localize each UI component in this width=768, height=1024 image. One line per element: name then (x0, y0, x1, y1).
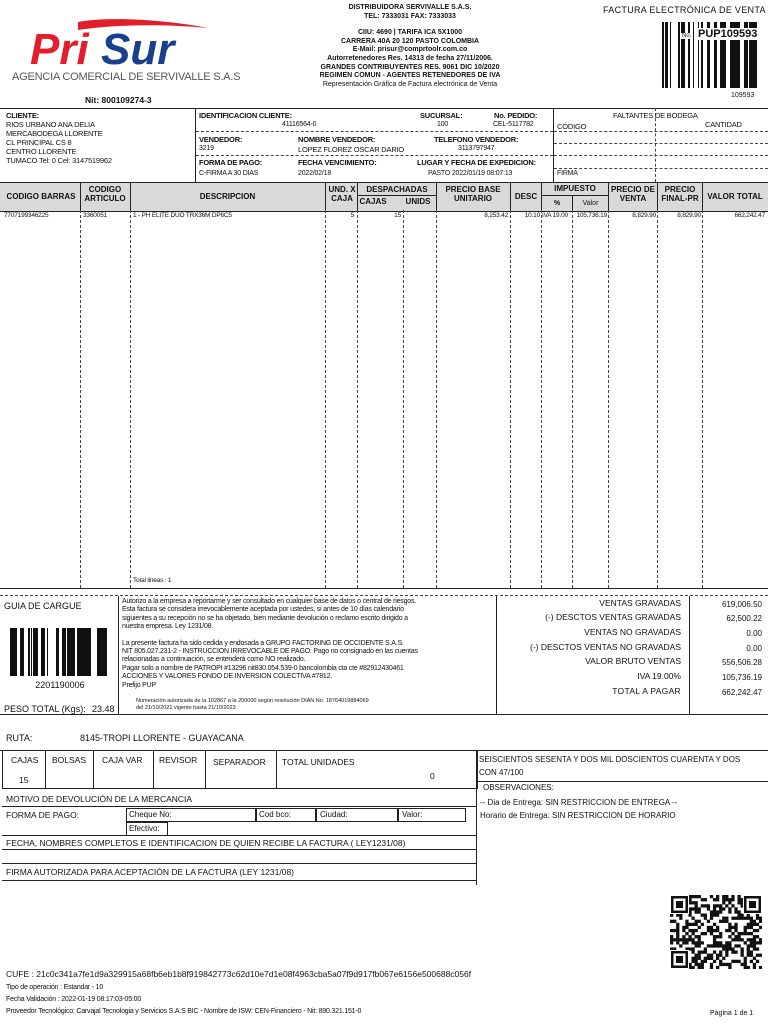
header-line: REGIMEN COMUN - AGENTES RETENEDORES DE IVA (319, 72, 501, 80)
vencimiento-label: FECHA VENCIMIENTO: (298, 158, 377, 167)
legal-line: Autorizo a la empresa a reportarme y ser consultado en cualquier base de datos o central de riesgos. (122, 598, 417, 605)
legal-line (122, 632, 494, 640)
row-barcode: 7707199346225 (4, 212, 49, 219)
valor-label: Valor: (402, 810, 423, 819)
company-subtitle: AGENCIA COMERCIAL DE SERVIVALLE S.A.S (12, 71, 241, 83)
resolution-line: Numeración autorizada de la 102867 a la 200000 según resolución DIAN No. 18764019884069 (136, 698, 369, 704)
total-value: 619,006.50 (721, 600, 762, 609)
client-line: TUMACO Tel: 0 Cel: 3147519962 (6, 156, 112, 165)
th-precio-venta: PRECIO DE VENTA (610, 185, 655, 203)
page-number: Página 1 de 1 (710, 1010, 754, 1017)
header-line: TEL: 7333031 FAX: 7333033 (364, 12, 456, 20)
divider (554, 155, 768, 156)
divider (196, 155, 553, 156)
client-id-label: IDENTIFICACION CLIENTE: (199, 111, 292, 120)
efectivo-label: Efectivo: (129, 824, 160, 833)
total-unidades-label: TOTAL UNIDADES (282, 757, 355, 767)
proveedor-tecnologico: Proveedor Tecnológico: Carvajal Tecnologia y Servicios S.A.S BIC - Nombre de ISW: CEN-Financiero - Nit: 890.321.151-0 (6, 1008, 362, 1015)
legal-line: Esta factura se considera irrevocablemente aceptada por ustedes, si antes de 10 días calendario (122, 606, 404, 614)
guia-barcode (10, 628, 110, 676)
svg-text:Sur: Sur (101, 25, 175, 74)
legal-line: Prefijo PUP (122, 681, 156, 689)
total-value: 662,242.47 (721, 688, 762, 697)
header-line (290, 21, 530, 29)
client-line: CL PRINCIPAL CS 8 (6, 138, 72, 147)
guia-barcode-number: 2201190006 (35, 680, 85, 690)
header-line: Autorretenedores Res. 14313 de fecha 27/11/2006. (327, 54, 493, 62)
total-label: VALOR BRUTO VENTAS (585, 656, 681, 666)
fecha-validacion: Fecha Validación : 2022-01-19 08:17:03-05:00 (6, 996, 142, 1003)
tipo-operacion: Tipo de operación : Estandar - 10 (6, 984, 104, 991)
cajavar-label: CAJA VAR (102, 755, 143, 765)
th-desc: DESC (514, 192, 538, 201)
th-valor: Valor (582, 200, 599, 207)
th-codigo-articulo: CODIGO ARTICULO (84, 185, 126, 203)
resolution-text (136, 698, 369, 712)
header-line: DISTRIBUIDORA SERVIVALLE S.A.S. (348, 4, 472, 11)
client-line: MERCABODEGA LLORENTE (6, 129, 103, 138)
th-valor-total: VALOR TOTAL (707, 192, 763, 201)
divider (554, 143, 768, 144)
document-title: FACTURA ELECTRÓNICA DE VENTA (603, 5, 766, 15)
tel-vendedor-label: TELEFONO VENDEDOR: (434, 135, 519, 144)
codigo-label: CÓDIGO (557, 122, 587, 131)
firma-autorizada-label: FIRMA AUTORIZADA PARA ACEPTACIÓN DE LA FACTURA (LEY 1231/08) (6, 867, 294, 877)
resolution-line: del 21/10/2021 vigente hasta 21/10/2023 (136, 705, 236, 711)
ciudad-label: Ciudad: (320, 810, 348, 819)
fecha-nombres-label: FECHA, NOMBRES COMPLETOS E IDENTIFICACION DE QUIEN RECIBE LA FACTURA ( LEY1231/08) (6, 838, 406, 848)
client-id-value: 41116564-0 (282, 121, 317, 128)
vendedor-label: VENDEDOR: (199, 135, 243, 144)
total-label: VENTAS GRAVADAS (599, 598, 681, 608)
client-label: CLIENTE: (6, 111, 39, 120)
row-desc: 10.10 (524, 212, 540, 219)
amount-in-words (479, 753, 768, 779)
divider (0, 108, 768, 109)
th-descripcion: DESCRIPCION (199, 192, 256, 201)
cajas-value: 15 (19, 775, 29, 785)
legal-line: NIT 805.027.231-2 - INSTRUCCION IRREVOCABLE DE PAGO: Pago no consignado en las cuentas (122, 648, 418, 656)
header-line: Representación Gráfica de Factura electrónica de Venta (322, 80, 498, 88)
divider (196, 131, 553, 132)
invoice-barcode-number: 109593 (731, 92, 755, 99)
total-value: 556,506.28 (721, 658, 762, 667)
guia-label: GUIA DE CARGUE (4, 601, 82, 611)
nombre-vendedor-label: NOMBRE VENDEDOR: (298, 135, 376, 144)
expedicion-value: PASTO 2022/01/19 08:07:13 (428, 170, 513, 177)
barcode-graphic (10, 628, 110, 676)
totals-panel (497, 596, 768, 714)
forma-pago-devol-label: FORMA DE PAGO: (6, 810, 80, 820)
header-line: CIIU: 4690 | TARIFA ICA 5X1000 (357, 29, 462, 37)
sucursal-label: SUCURSAL: (420, 111, 463, 120)
row-und-caja: 5 (350, 212, 354, 219)
total-label: (-) DESCTOS VENTAS GRAVADAS (545, 612, 681, 622)
row-unids: 15 (394, 212, 401, 219)
th-precio-base: PRECIO BASE UNITARIO (445, 185, 501, 203)
header-line: E-Mail: prisur@comprtoolr.com.co (352, 46, 468, 54)
th-impuesto: IMPUESTO (554, 184, 596, 193)
header-line: CARRERA 40A 20 120 PASTO COLOMBIA (340, 37, 480, 45)
legal-text (122, 598, 494, 690)
bolsas-label: BOLSAS (52, 755, 87, 765)
total-value: 0.00 (746, 629, 762, 638)
invoice-no-label: No. (682, 33, 692, 39)
ruta-label: RUTA: (6, 733, 33, 743)
row-precio-final: 8,829.90 (677, 212, 701, 219)
cantidad-label: CANTIDAD (705, 120, 742, 129)
total-unidades-value: 0 (430, 771, 435, 781)
motivo-devolucion-label: MOTIVO DE DEVOLUCIÓN DE LA MERCANCIA (6, 794, 193, 804)
faltantes-label: FALTANTES DE BODEGA (613, 111, 698, 120)
observaciones-line: -- Dia de Entrega: SIN RESTRICCION DE ENTREGA -- (480, 798, 678, 807)
total-lineas: Total lineas : 1 (133, 577, 172, 584)
forma-pago-label: FORMA DE PAGO: (199, 158, 263, 167)
legal-line: Pagar solo a nombre de PATROPI #13296 nit830.054.539-0 bancolombia cta cte #82912430461 (122, 664, 404, 672)
amount-words-line: SEISCIENTOS SESENTA Y DOS MIL DOSCIENTOS CUARENTA Y DOS (479, 755, 741, 764)
total-label: (-) DESCTOS VENTAS NO GRAVADAS (530, 642, 681, 652)
nombre-vendedor-value: LOPEZ FLOREZ OSCAR DARIO (298, 145, 405, 154)
row-precio-base: 8,253.42 (484, 212, 508, 219)
sucursal-value: 100 (437, 121, 449, 128)
cajas-label: CAJAS (11, 755, 39, 765)
cufe: CUFE : 21c0c341a7fe1d9a329915a68fb6eb1b8f919842773c62d10e7d1e08f4963cba5a07f9d917fb067e6156e500688c056f (6, 969, 472, 979)
divider (554, 131, 768, 132)
observaciones-label: OBSERVACIONES: (483, 783, 554, 792)
pedido-label: No. PEDIDO: (494, 111, 538, 120)
amount-words-line: CON 47/100 (479, 768, 524, 777)
total-label: IVA 19.00% (637, 671, 681, 681)
expedicion-label: LUGAR Y FECHA DE EXPEDICION: (417, 158, 536, 167)
divider (195, 108, 196, 182)
total-value: 62,500.22 (726, 614, 762, 623)
cheque-label: Cheque No: (129, 810, 172, 819)
legal-line: relacionadas a continuación, se entenderá como NO realizado. (122, 656, 306, 664)
qr-code (670, 895, 762, 969)
cod-bco-label: Cod bco: (259, 810, 292, 819)
observaciones-text (480, 796, 677, 822)
separador-label: SEPARADOR (213, 757, 266, 767)
forma-pago-value: C-FIRMA A 30 DIAS (199, 170, 259, 177)
row-description: 1 - PH ELITE DUO TRX36M DP6C5 (133, 212, 232, 219)
row-pct: IVA 19.00 (542, 212, 568, 219)
svg-text:Pri: Pri (30, 25, 89, 74)
th-precio-final: PRECIO FINAL-PR (661, 185, 699, 203)
peso-value: 23.48 (92, 704, 115, 714)
total-value: 105,736.19 (721, 673, 762, 682)
vendedor-value: 3219 (199, 145, 214, 152)
revisor-label: REVISOR (159, 755, 198, 765)
ruta-value: 8145-TROPI LLORENTE - GUAYACANA (80, 733, 244, 743)
row-total: 662,242.47 (734, 212, 765, 219)
tel-vendedor-value: 3113797947 (458, 145, 495, 152)
legal-line: siguientes a su recepción no se ha objetado, bien mediante devolución o reclamo escrito dirigido a (122, 614, 408, 622)
peso-label: PESO TOTAL (Kgs): (4, 704, 86, 714)
th-und-caja: UND. X CAJA (328, 185, 356, 203)
vencimiento-value: 2022/02/18 (298, 170, 332, 177)
pedido-value: CEL-5117782 (493, 121, 534, 128)
legal-line: ACCIONES Y VALORES FONDO DE INVERSION COLECTIVA #7812. (122, 673, 333, 681)
firma-label: FIRMA (557, 170, 578, 177)
th-despachadas: DESPACHADAS (366, 185, 428, 194)
divider (553, 108, 554, 182)
client-line: CENTRO LLORENTE (6, 147, 77, 156)
table-row (0, 212, 768, 222)
th-codigo-barras: CODIGO BARRAS (6, 192, 76, 201)
company-header-info (290, 4, 530, 89)
qr-code-graphic (670, 895, 762, 969)
th-unids: UNIDS (405, 197, 431, 206)
legal-line: nuestra empresa. Ley 1231/08. (122, 623, 214, 631)
legal-line: La presente factura ha sido cedida y endosada a GRUPO FACTORING DE OCCIDENTE S.A.S. (122, 639, 404, 647)
company-nit: Nit: 800109274-3 (85, 95, 152, 105)
header-line: GRANDES CONTRIBUYENTES RES. 9061 DIC 10/2020 (320, 63, 500, 71)
row-valor: 105,736.19 (576, 212, 607, 219)
total-label: VENTAS NO GRAVADAS (584, 627, 681, 637)
client-details (6, 120, 112, 165)
th-pct: % (553, 200, 561, 207)
observaciones-line: Horario de Entrega: SIN RESTRICCION DE HORARIO (480, 811, 676, 820)
row-precio-venta: 8,829.90 (632, 212, 656, 219)
invoice-number: PUP109593 (698, 28, 758, 40)
total-value: 0.00 (746, 644, 762, 653)
row-article: 3360051 (83, 212, 107, 219)
divider (554, 168, 768, 169)
client-line: RIOS URBANO ANA DELIA (6, 120, 95, 129)
th-cajas: CAJAS (359, 197, 387, 206)
total-label: TOTAL A PAGAR (612, 686, 681, 696)
